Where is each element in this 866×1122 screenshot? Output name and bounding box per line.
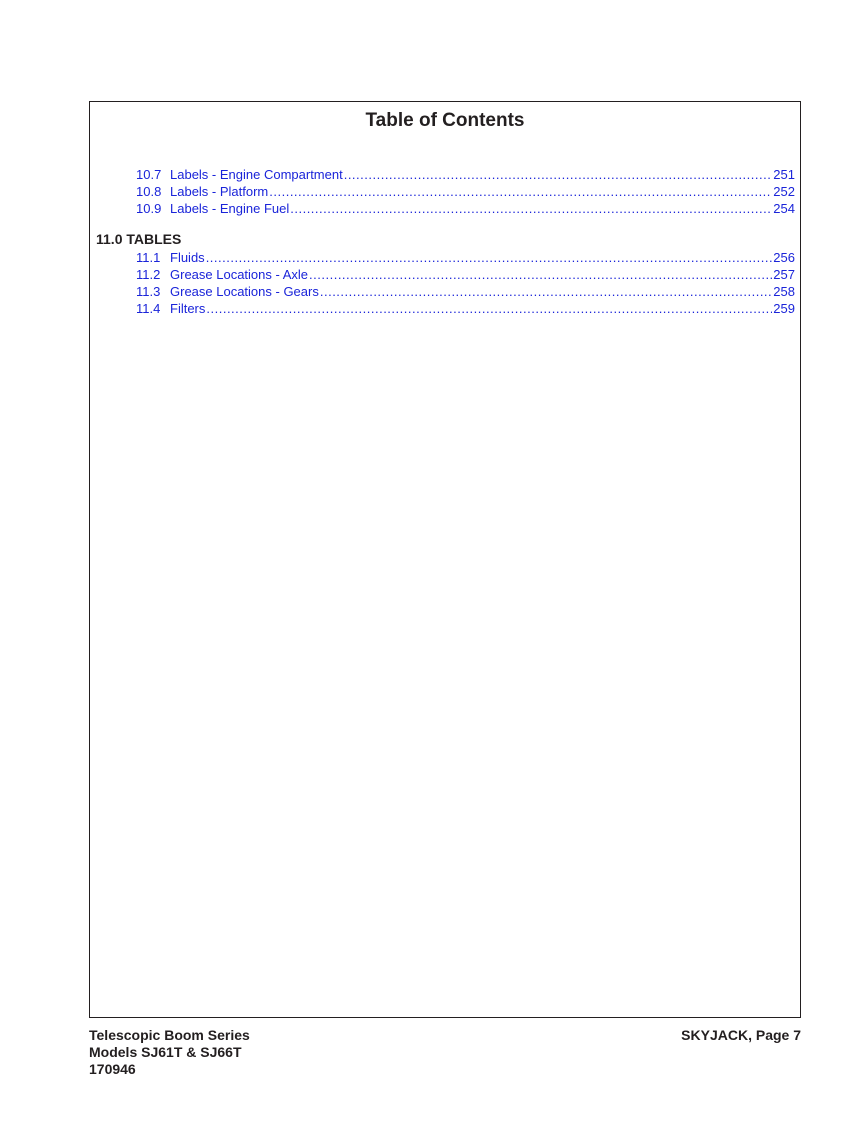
toc-entry-label: Fluids (170, 250, 205, 265)
toc-entry-page: 258 (773, 284, 795, 299)
toc-entry-11-3[interactable] (136, 283, 795, 300)
footer-series: Telescopic Boom Series (89, 1027, 250, 1043)
toc-entry-10-9[interactable] (136, 200, 795, 217)
toc-entry-label: Grease Locations - Gears (170, 284, 319, 299)
content-frame (89, 101, 801, 1018)
footer-left (89, 1027, 250, 1078)
toc-entry-number: 11.2 (136, 267, 161, 282)
toc-entry-10-8[interactable] (136, 183, 795, 200)
toc-entry-number: 10.8 (136, 184, 162, 199)
toc-entry-page: 259 (773, 301, 795, 316)
footer-doc-number: 170946 (89, 1061, 136, 1077)
footer-page-label: SKYJACK, Page 7 (681, 1027, 801, 1043)
footer-models: Models SJ61T & SJ66T (89, 1044, 242, 1060)
toc-entry-label: Labels - Engine Compartment (170, 167, 343, 182)
dot-leader (206, 249, 773, 266)
toc-entry-page: 256 (773, 250, 795, 265)
toc-entry-page: 251 (773, 167, 795, 182)
toc-entry-number: 11.4 (136, 301, 161, 316)
section-heading: 11.0 TABLES (96, 231, 182, 247)
toc-entry-label: Labels - Platform (170, 184, 269, 199)
toc-entry-label: Labels - Engine Fuel (170, 201, 290, 216)
toc-entry-label: Grease Locations - Axle (170, 267, 309, 282)
toc-entry-11-4[interactable] (136, 300, 795, 317)
toc-entry-number: 11.1 (136, 250, 161, 265)
dot-leader (269, 183, 772, 200)
toc-entry-page: 252 (773, 184, 795, 199)
toc-entry-11-1[interactable] (136, 249, 795, 266)
page-title: Table of Contents (365, 110, 525, 131)
toc-entry-10-7[interactable] (136, 166, 795, 183)
dot-leader (290, 200, 772, 217)
dot-leader (309, 266, 772, 283)
dot-leader (206, 300, 772, 317)
toc-entry-11-2[interactable] (136, 266, 795, 283)
toc-entry-number: 11.3 (136, 284, 161, 299)
toc-entry-number: 10.7 (136, 167, 162, 182)
toc-entry-label: Filters (170, 301, 206, 316)
toc-entry-number: 10.9 (136, 201, 162, 216)
toc-entry-page: 254 (773, 201, 795, 216)
toc-entry-page: 257 (773, 267, 795, 282)
dot-leader (320, 283, 772, 300)
dot-leader (344, 166, 773, 183)
